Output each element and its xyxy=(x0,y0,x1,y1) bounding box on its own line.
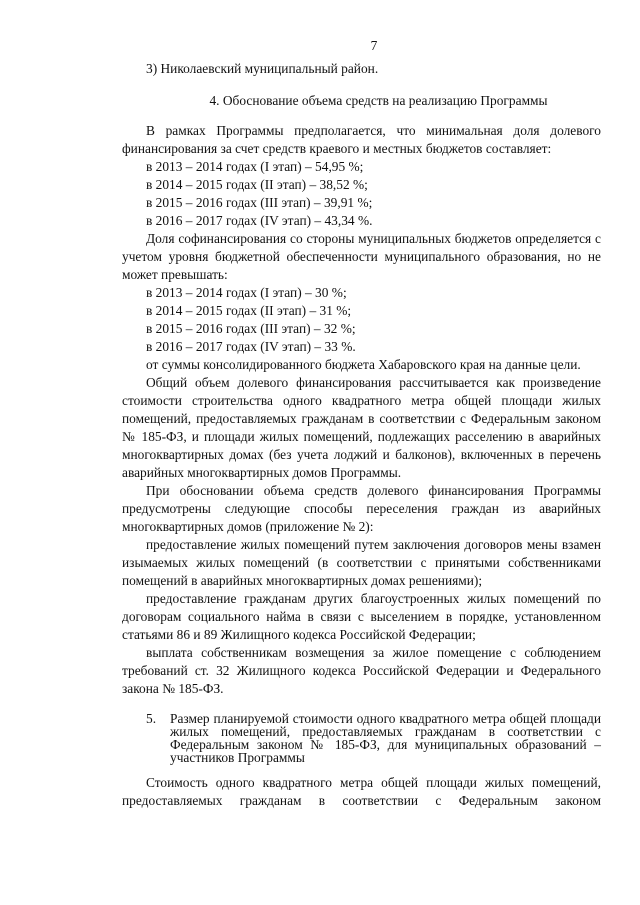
share-list xyxy=(122,158,601,230)
section-5-title: Размер планируемой стоимости одного квадратного метра общей площади жилых помещений, предоставляемых гражданам в соответствии с Федеральным законом № 185-ФЗ, для муниципальных образований – участников Программы xyxy=(170,711,601,765)
share-list-item: в 2015 – 2016 годах (III этап) – 39,91 %; xyxy=(146,195,373,210)
paragraph-method-exchange: предоставление жилых помещений путем заключения договоров мены взамен изымаемых жилых помещений (в соответствии с принятыми собственниками помещений в аварийных многоквартирных домах решениями); xyxy=(122,537,601,588)
document-body xyxy=(122,58,601,810)
section-5-number: 5. xyxy=(146,711,157,726)
share-list-item: в 2014 – 2015 годах (II этап) – 38,52 %; xyxy=(146,177,368,192)
cofinancing-list-item: в 2013 – 2014 годах (I этап) – 30 %; xyxy=(146,285,347,300)
paragraph-budget-note: от суммы консолидированного бюджета Хабаровского края на данные цели. xyxy=(146,357,581,372)
paragraph-cofinancing: Доля софинансирования со стороны муниципальных бюджетов определяется с учетом уровня бюджетной обеспеченности муниципального образования, но не может превышать: xyxy=(122,231,601,282)
cofinancing-list xyxy=(122,284,601,356)
section-5-heading xyxy=(122,712,601,764)
area-list-item: 3) Николаевский муниципальный район. xyxy=(146,61,379,76)
paragraph-square-meter-cost: Стоимость одного квадратного метра общей площади жилых помещений, предоставляемых гражданам в соответствии с Федеральным законом xyxy=(122,775,601,808)
share-list-item: в 2013 – 2014 годах (I этап) – 54,95 %; xyxy=(146,159,364,174)
paragraph-resettlement-methods: При обосновании объема средств долевого финансирования Программы предусмотрены следующие способы переселения граждан из аварийных многоквартирных домов (приложение № 2): xyxy=(122,483,601,534)
cofinancing-list-item: в 2014 – 2015 годах (II этап) – 31 %; xyxy=(146,303,352,318)
share-list-item: в 2016 – 2017 годах (IV этап) – 43,34 %. xyxy=(146,213,373,228)
paragraph-method-compensation: выплата собственникам возмещения за жилое помещение с соблюдением требований ст. 32 Жилищного кодекса Российской Федерации и Федерального закона № 185-ФЗ. xyxy=(122,645,601,696)
cofinancing-list-item: в 2015 – 2016 годах (III этап) – 32 %; xyxy=(146,321,356,336)
paragraph-method-social-rent: предоставление гражданам других благоустроенных жилых помещений по договорам социального найма в связи с выселением в порядке, установленном статьями 86 и 89 Жилищного кодекса Российской Федерации; xyxy=(122,591,601,642)
section-4-heading: 4. Обоснование объема средств на реализацию Программы xyxy=(209,93,548,108)
paragraph-share-intro: В рамках Программы предполагается, что минимальная доля долевого финансирования за счет средств краевого и местных бюджетов составляет: xyxy=(122,123,601,156)
page-number: 7 xyxy=(370,38,378,53)
cofinancing-list-item: в 2016 – 2017 годах (IV этап) – 33 %. xyxy=(146,339,356,354)
paragraph-total-volume: Общий объем долевого финансирования рассчитывается как произведение стоимости строительства одного квадратного метра общей площади жилых помещений, предоставляемых гражданам в соответствии с Федеральным законом № 185-ФЗ, и площади жилых помещений, подлежащих расселению в аварийных многоквартирных домах (без учета лоджий и балконов), включенных в перечень аварийных многоквартирных домов Программы. xyxy=(122,375,601,480)
